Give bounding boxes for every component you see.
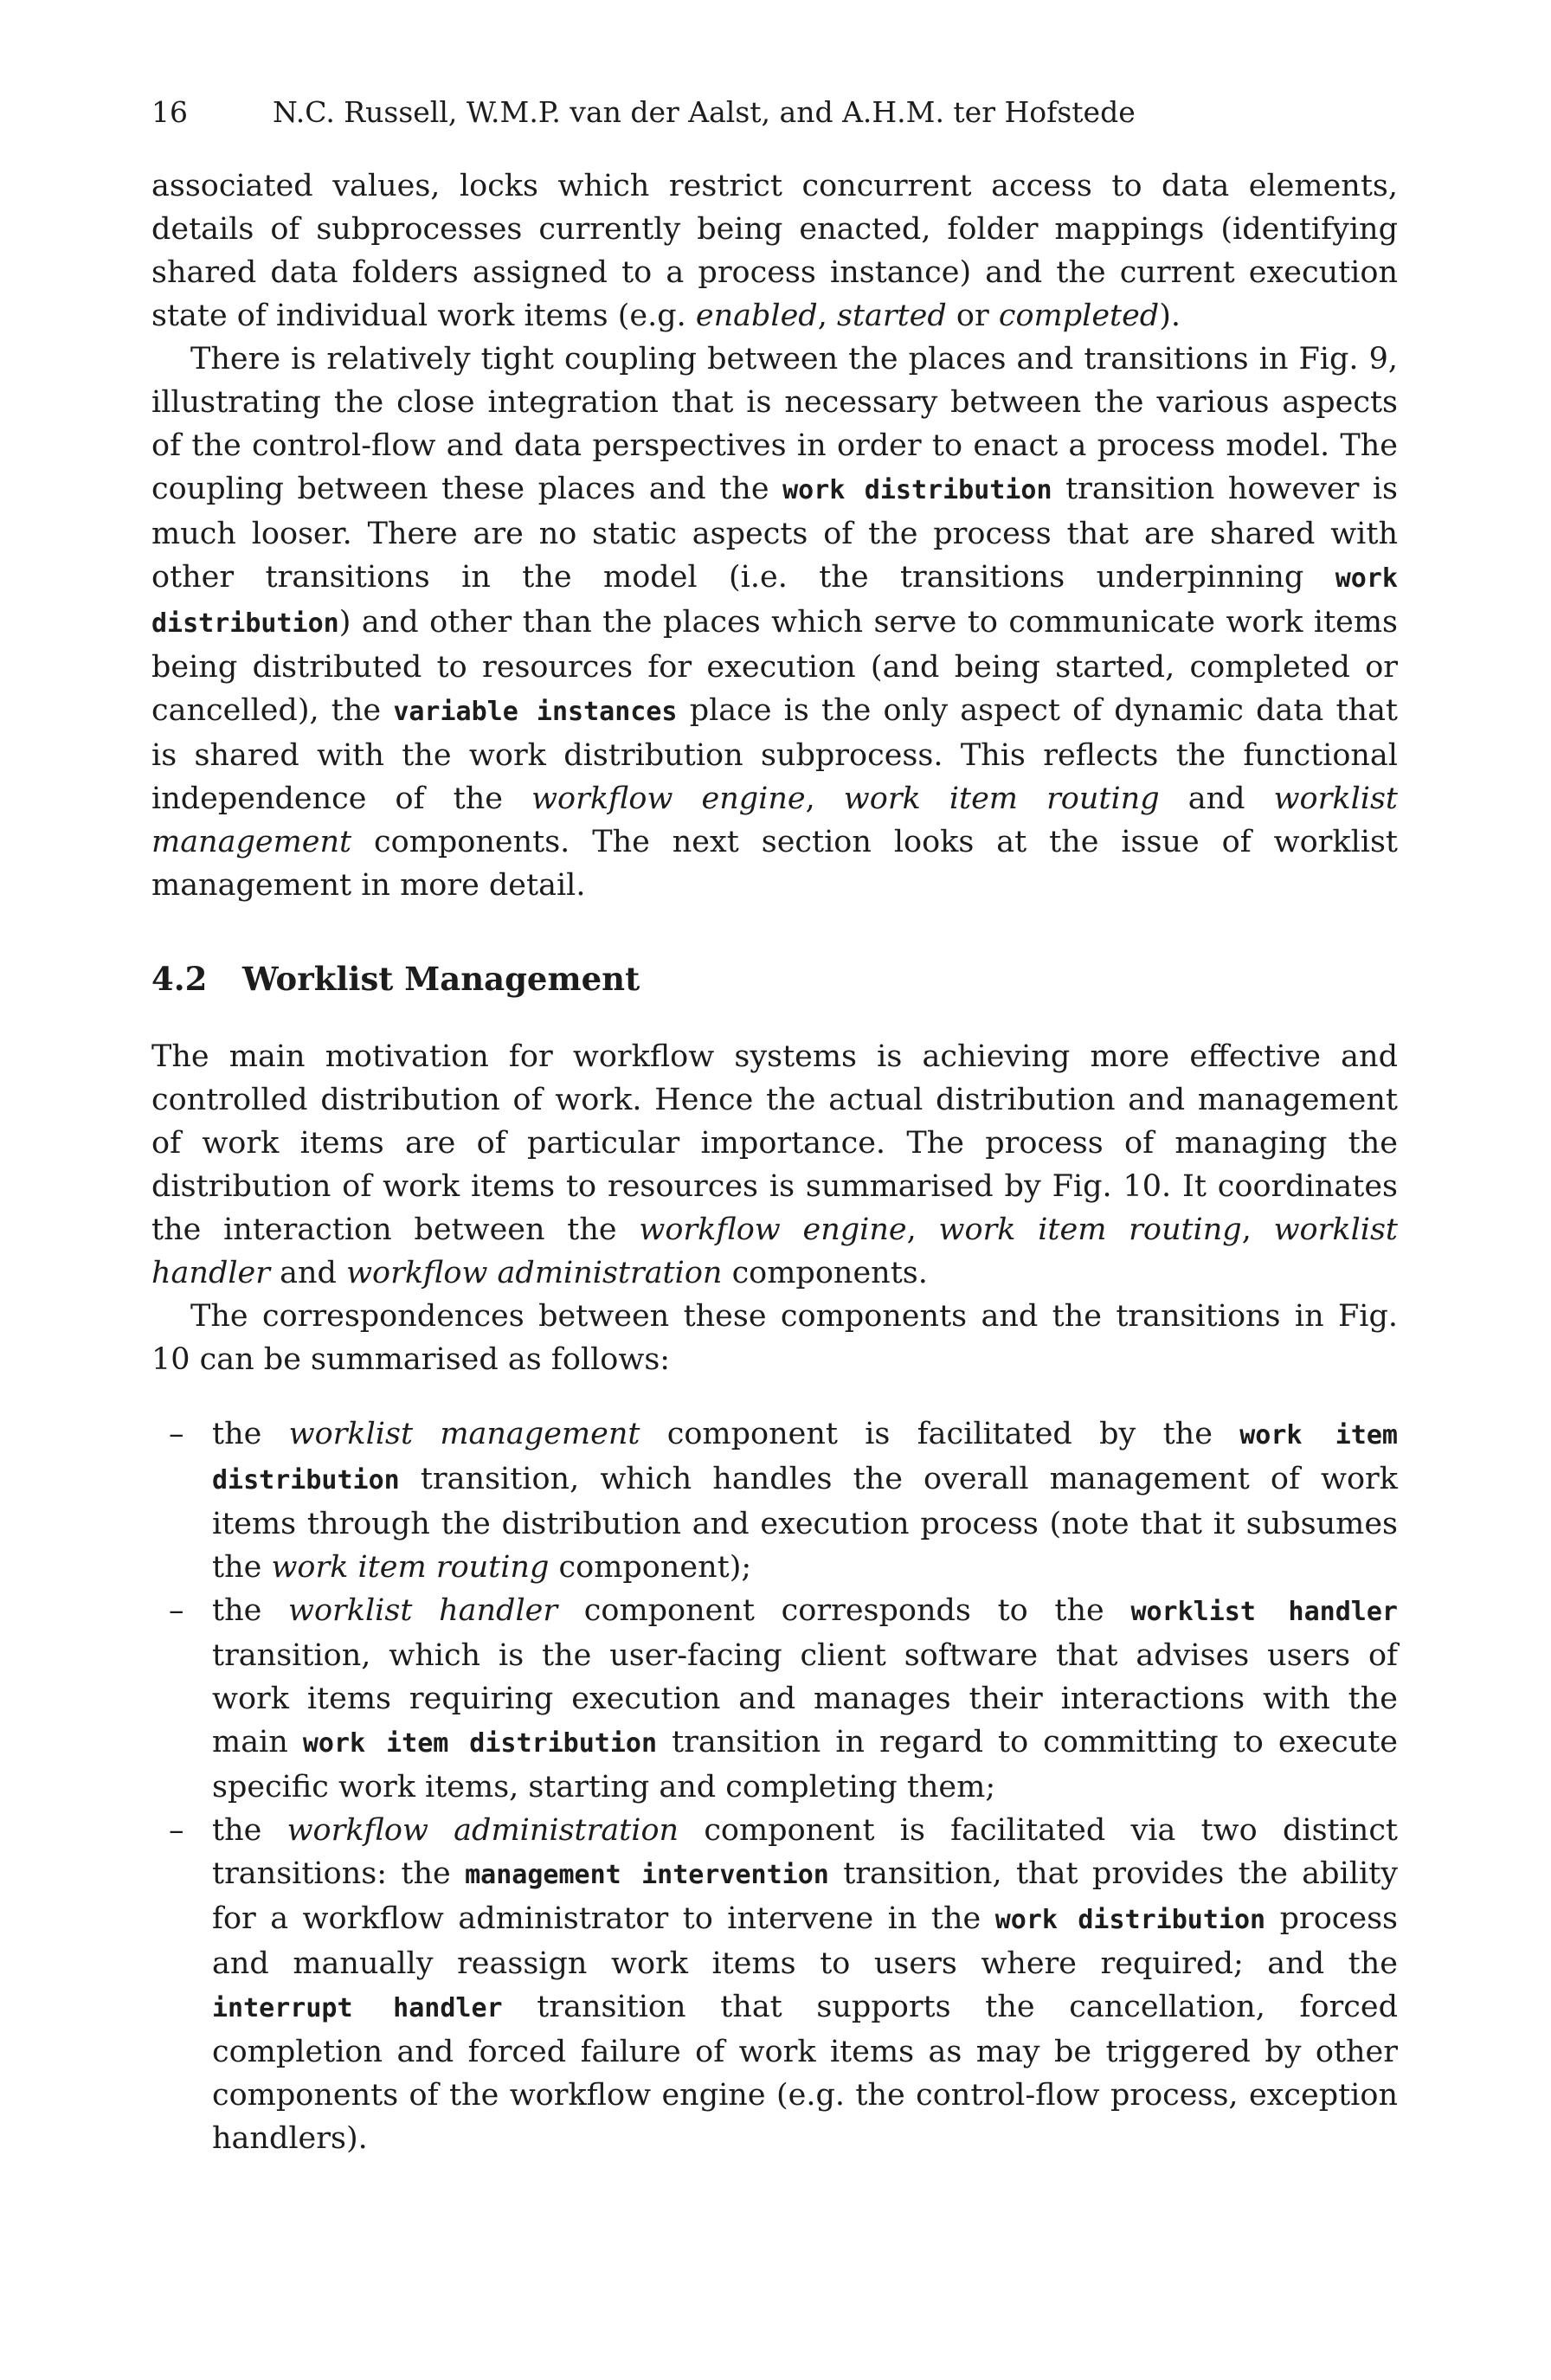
paragraph-3 [151,1035,1398,1295]
text-run: associated values, locks which restrict concurrent access to data elements, details of subprocesses currently being enacted, folder mappings (identifying shared data folders assigned to a process instance) and the current execution state of individual work items (e.g. [151,169,1398,333]
section-title: Worklist Management [242,960,640,998]
text-run: transition in regard to committing to execute specific work items, starting and completing them; [212,1725,1398,1804]
italic-term: workflow engine [639,1213,907,1247]
italic-term: workflow administration [286,1813,679,1848]
text-run: and [270,1256,347,1290]
running-header [151,93,1398,132]
italic-term: work item routing [938,1213,1242,1247]
text-run: transition, which handles the overall management of work items through the distribution and execution process (note that it subsumes the [212,1462,1398,1585]
list-dash: – [169,1417,184,1451]
text-run: , [1241,1213,1274,1247]
italic-term: started [836,299,947,333]
text-run: component); [549,1550,752,1585]
list-item [151,1589,1398,1809]
text-run: The correspondences between these components and the transitions in Fig. 10 can be summarised as follows: [151,1299,1398,1377]
text-run: or [946,299,999,333]
code-term: work item distribution [212,1420,1398,1496]
text-run: the [212,1813,287,1848]
page-number: 16 [151,95,188,129]
text-run: components. [722,1256,928,1290]
text-run: and [1159,782,1274,816]
text-run: The main motivation for workflow systems is achieving more effective and controlled distribution of work. Hence the actual distribution and management of work items are of particular importance. The process of managing the distribution of work items to resources is summarised by Fig. 10. It coordinates the interaction between the [151,1039,1398,1247]
text-run: component corresponds to the [557,1593,1131,1628]
code-term: work distribution [151,563,1398,639]
text-run: transition, that provides the ability for a workflow administrator to intervene in the [212,1856,1399,1936]
section-number: 4.2 [151,960,208,998]
text-run: , [906,1213,939,1247]
italic-term: worklist management [288,1417,640,1451]
paragraph-4 [151,1295,1398,1381]
text-run: components. The next section looks at the issue of worklist management in more detail. [151,825,1398,903]
code-term: interrupt handler [212,1993,503,2023]
paragraph-1 [151,164,1398,338]
code-term: work item distribution [302,1728,658,1759]
paragraph-2 [151,338,1398,907]
text-run: process and manually reassign work items to users where required; and the [212,1901,1399,1981]
text-run: the [212,1593,289,1628]
running-header-authors: N.C. Russell, W.M.P. van der Aalst, and A.H.M. ter Hofstede [273,95,1136,129]
list-dash: – [169,1813,184,1848]
list-item [151,1412,1398,1589]
italic-term: worklist handler [151,1213,1398,1290]
code-term: work distribution [994,1905,1266,1935]
text-run: component is facilitated by the [640,1417,1240,1451]
italic-term: enabled [695,299,818,333]
text-run: the [212,1417,289,1451]
italic-term: work item routing [843,782,1160,816]
text-run: transition however is much looser. There are no static aspects of the process that are shared with other transitions in the model (i.e. the transitions underpinning [151,472,1399,595]
list-dash: – [169,1593,184,1628]
text-run: ). [1159,299,1181,333]
italic-term: worklist management [151,782,1398,859]
italic-term: workflow engine [531,782,806,816]
section-heading [151,957,1398,1000]
italic-term: completed [998,299,1160,333]
text-run: , [805,782,844,816]
text-run: component is facilitated via two distinct transitions: the [212,1813,1398,1891]
italic-term: work item routing [271,1550,550,1585]
code-term: management intervention [465,1860,829,1890]
component-list [151,1412,1398,2160]
list-item [151,1809,1398,2160]
italic-term: workflow administration [346,1256,723,1290]
text-run: transition that supports the cancellation, forced completion and forced failure of work items as may be triggered by other components of the workflow engine (e.g. the control-flow process, exception handlers). [212,1990,1398,2156]
text-run: There is relatively tight coupling between the places and transitions in Fig. 9, illustrating the close integration that is necessary between the various aspects of the control-flow and data perspectives in order to enact a process model. The coupling between these places and the [151,342,1398,506]
text-run: ) and other than the places which serve to communicate work items being distributed to resources for execution (and being started, completed or cancelled), the [151,605,1398,728]
code-term: work distribution [782,475,1052,505]
italic-term: worklist handler [288,1593,558,1628]
code-term: worklist handler [1130,1597,1398,1627]
page [151,93,1398,2160]
text-run: place is the only aspect of dynamic data that is shared with the work distribution subprocess. This reflects the functional independence of the [151,693,1399,816]
text-run: , [817,299,837,333]
text-run: transition, which is the user-facing client software that advises users of work items requiring execution and manages their interactions with the main [212,1638,1398,1759]
code-term: variable instances [393,697,678,727]
